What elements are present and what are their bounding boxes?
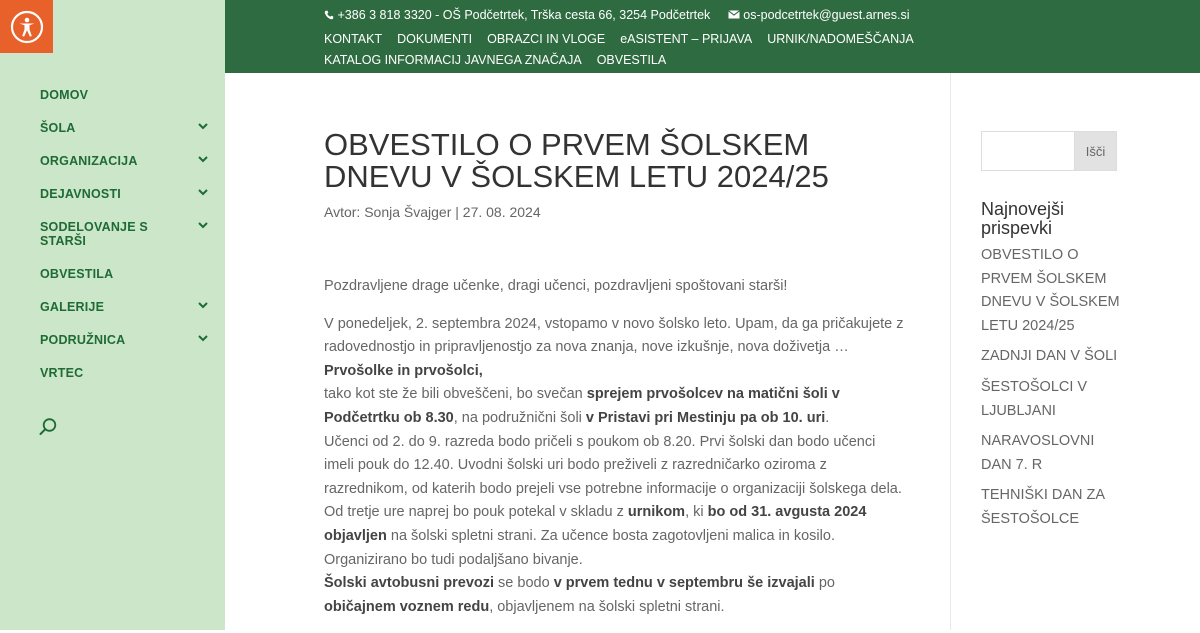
post-bold-text: urnikom [627,504,686,521]
post-text: , objavljenem na šolski spletni strani. [489,598,725,615]
post-bold-text: Prvošolke in prvošolci, [324,362,483,379]
main-navigation [40,88,210,399]
sidebar-item-obvestila[interactable] [40,267,210,300]
sidebar-item-label: DOMOV [40,88,89,102]
phone-icon [324,8,337,22]
sidebar-item-label: SODELOVANJE S STARŠI [40,220,148,248]
search-input[interactable] [981,131,1074,171]
recent-post-link[interactable]: NARAVOSLOVNI DAN 7. R [981,433,1095,473]
search-icon[interactable] [38,417,58,442]
main-content [225,73,951,630]
post-text: po [814,575,835,592]
sidebar [0,0,225,630]
post-text: tako kot ste že bili obveščeni, bo svečan [324,386,587,403]
post-text: Učenci od 2. do 9. razreda bodo pričeli s poukom ob 8.20. Prvi šolski dan bodo učenci imeli pouk do 12.40. Uvodni šolski uri bodo preživeli z razredničarko oziroma z razrednikom, od katerih bodo prejeli vse potrebne informacije o organizaciji šolskega dela. Od tretje ure naprej bo pouk potekal v skladu z [324,433,902,521]
post-bold-text: v prvem tednu v septembru še izvajali [553,575,815,592]
topnav-easistent-prijava[interactable]: eASISTENT – PRIJAVA [620,32,753,46]
accessibility-icon [10,10,44,44]
search-button[interactable]: Išči [1074,131,1117,171]
sidebar-item-label: OBVESTILA [40,267,114,281]
sidebar-item-domov[interactable] [40,88,210,121]
chevron-down-icon[interactable] [196,119,210,133]
chevron-down-icon[interactable] [196,331,210,345]
chevron-down-icon[interactable] [196,185,210,199]
post-bold-text: bo od 31. avgusta 2024 objavljen [324,504,867,544]
chevron-down-icon[interactable] [196,298,210,312]
topnav-dokumenti[interactable]: DOKUMENTI [397,32,473,46]
post-text: na šolski spletni strani. Za učence bosta zagotovljeni malica in kosilo. Organizirano bo tudi podaljšano bivanje. [324,527,835,568]
sidebar-item-organizacija[interactable] [40,154,210,187]
post-text: . [825,409,830,426]
column-divider [950,73,951,630]
sidebar-item-label: ORGANIZACIJA [40,154,138,168]
top-header [225,0,1200,73]
topnav-kontakt[interactable]: KONTAKT [324,32,383,46]
chevron-down-icon[interactable] [196,152,210,166]
recent-posts-title: Najnovejši prispevki [981,199,1065,238]
sidebar-item-sola[interactable] [40,121,210,154]
chevron-down-icon[interactable] [196,218,210,232]
post-text: V ponedeljek, 2. septembra 2024, vstopamo v novo šolsko leto. Upam, da ga pričakujete z radovednostjo in pripravljenostjo za nova znanja, nove izkušnje, nova doživetja … [324,315,904,356]
sidebar-item-label: VRTEC [40,366,84,380]
post-greeting: Pozdravljene drage učenke, dragi učenci, pozdravljeni spoštovani starši! [324,278,788,294]
recent-post-link[interactable]: ŠESTOŠOLCI V LJUBLJANI [981,378,1088,419]
recent-post-link[interactable]: TEHNIŠKI DAN ZA ŠESTOŠOLCE [981,487,1105,527]
right-sidebar [981,131,1181,539]
post-bold-text: sprejem prvošolcev na matični šoli v Podčetrtku ob 8.30 [324,386,840,426]
sidebar-item-galerije[interactable] [40,300,210,333]
topnav-obrazci-in-vloge[interactable]: OBRAZCI IN VLOGE [487,32,606,46]
topnav-obvestila[interactable]: OBVESTILA [596,53,667,67]
post-bold-text: običajnem voznem redu [324,598,490,615]
recent-post-link[interactable]: ZADNJI DAN V ŠOLI [981,348,1118,365]
post-bold-text: Šolski avtobusni prevozi [324,575,495,592]
envelope-icon [728,8,743,22]
sidebar-item-dejavnosti[interactable] [40,187,210,220]
recent-post-link[interactable]: OBVESTILO O PRVEM ŠOLSKEM DNEVU V ŠOLSKEM LETU 2024/25 [981,247,1120,334]
post-text: , na podružnični šoli [453,409,586,426]
post-paragraph [324,313,909,620]
post-meta: Avtor: Sonja Švajger | 27. 08. 2024 [324,204,541,220]
post-text: , ki [685,504,708,521]
post-title: OBVESTILO O PRVEM ŠOLSKEM DNEVU V ŠOLSKEM LETU 2024/25 [324,127,829,194]
search-form [981,131,1181,171]
email-link[interactable]: os-podcetrtek@guest.arnes.si [743,8,910,22]
post-body [324,275,909,633]
topnav-katalog-informacij[interactable]: KATALOG INFORMACIJ JAVNEGA ZNAČAJA [324,53,582,67]
topnav-urnik-nadomescanja[interactable]: URNIK/NADOMEŠČANJA [767,32,914,46]
sidebar-item-label: GALERIJE [40,300,105,314]
post-text: se bodo [494,575,554,592]
sidebar-item-label: DEJAVNOSTI [40,187,121,201]
accessibility-button[interactable] [0,0,53,53]
sidebar-item-sodelovanje[interactable] [40,220,210,267]
post-bold-text: v Pristavi pri Mestinju pa ob 10. uri [585,409,826,426]
sidebar-item-label: PODRUŽNICA [40,333,126,347]
phone-text[interactable]: +386 3 818 3320 - OŠ Podčetrtek, Trška cesta 66, 3254 Podčetrtek [337,8,711,22]
sidebar-item-label: ŠOLA [40,121,76,135]
sidebar-item-vrtec[interactable] [40,366,210,399]
top-navigation [324,29,964,71]
sidebar-item-podruznica[interactable] [40,333,210,366]
contact-info [324,8,910,22]
